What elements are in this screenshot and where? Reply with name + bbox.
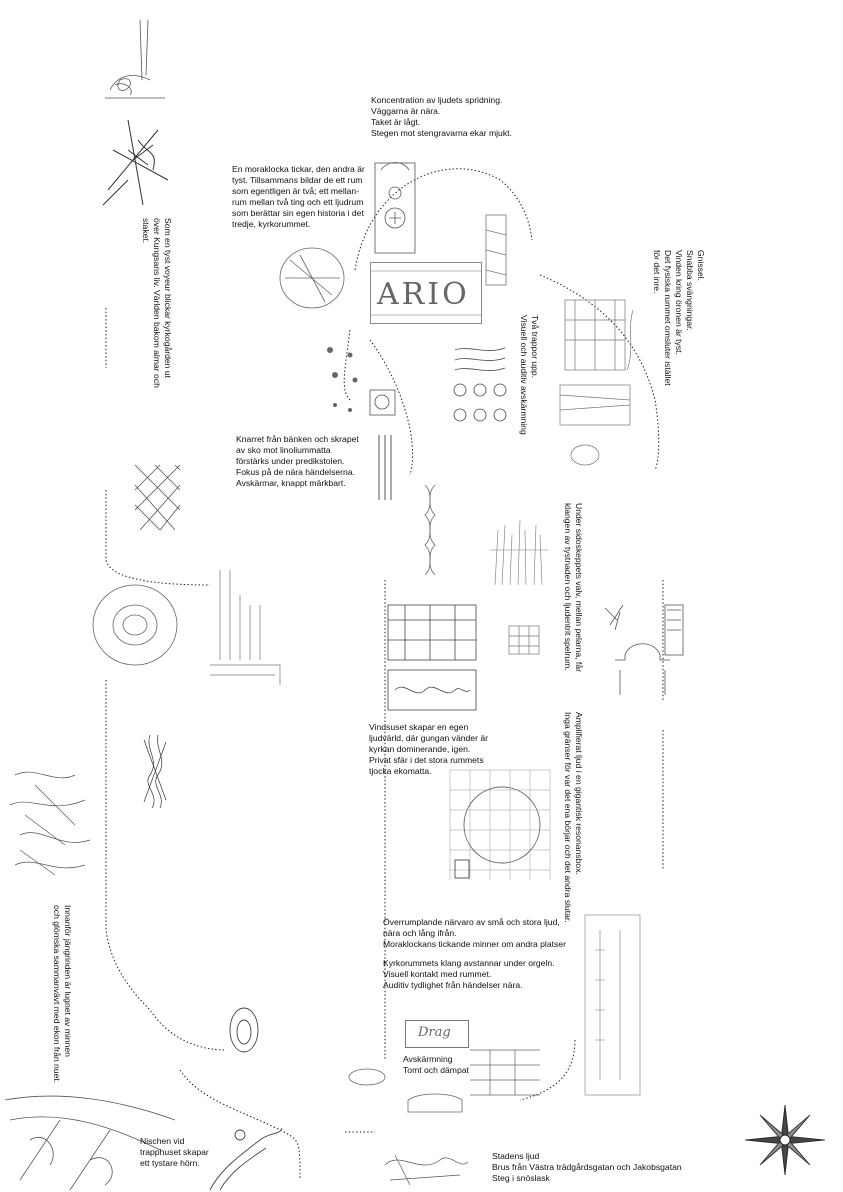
vnote-gnissel: Gnissel. Snabba svängningar. Vinden kring öronen är tyst. Det fysiska rummet omsluter istället för det inre. <box>652 250 706 386</box>
note-moraklocka: En moraklocka tickar, den andra är tyst. Tillsammans bildar de ett rum som egentligen är två; ett mellan- rum mellan två ting och ett ljudrum som berättar sin egen historia i det tredje, kyrkorummet. <box>232 164 365 229</box>
snow-sketch <box>380 1140 470 1190</box>
vnote-someny: Som en tyst voyeur blickar kyrkogården ut över Kungsans liv. Världen bakom almar och staket. <box>141 218 173 388</box>
round-window-sketch <box>270 240 360 320</box>
bench-sketch <box>405 1090 465 1120</box>
concentric-circle-sketch <box>85 580 185 670</box>
vnote-tvatrappor: Två trappor upp. Visuell och auditiv avskärmning <box>519 315 540 435</box>
lattice-sketch <box>130 460 185 535</box>
rings-pattern-sketch <box>445 340 525 430</box>
vnote-amplifierat: Amplifierat ljud i en gigantisk resonansbox. Inga gränser för var det ena börjar och det andra slutar. <box>563 712 584 923</box>
compass-rose-icon <box>735 1095 835 1185</box>
window-bars-sketch <box>465 1045 545 1100</box>
arch-vault-sketch <box>595 600 705 710</box>
ornament-pattern-sketch <box>315 335 405 425</box>
note-nischen: Nischen vid trapphuset skapar ett tystare hörn. <box>140 1136 209 1168</box>
tree-root-sketch <box>100 20 170 100</box>
grid-tile-sketch <box>505 620 545 660</box>
column-sketch <box>480 210 520 290</box>
vnote-innanfor: Innanför jängrinden är lugnet av minnen och glömska sammanvävt med ekon från nuet. <box>52 905 73 1084</box>
sign-sketch <box>405 1020 469 1048</box>
organ-detail-sketch <box>580 910 645 1100</box>
tangled-branches-sketch <box>98 110 178 210</box>
grass-sketch <box>490 510 550 590</box>
stone-letters-text: ARIO <box>377 277 470 312</box>
note-avskarmning: Avskärmning Tomt och dämpat <box>403 1054 469 1075</box>
gravestone-sketch <box>205 565 285 690</box>
vnote-sidoskeppets: Under sidoskeppets valv, mellan pelarna, får klangen av tystnaden och ljudentrit spelrum. <box>563 503 584 672</box>
stair-rail-sketch <box>200 1120 290 1192</box>
twisted-rope-sketch <box>420 480 445 580</box>
organ-pipes-sketch <box>555 290 645 480</box>
note-knarret: Knarret från bänken och skrapet av sko mot linoliummatta förstärks under predikstolen. Fokus på de nära händelserna. Avskärmar, knappt märkbart. <box>236 434 359 488</box>
sign-text: Drag <box>418 1025 451 1040</box>
hedge-sketch <box>130 730 180 810</box>
stone-letters-sketch <box>370 262 482 324</box>
note-overrumplande: Överrumplande närvaro av små och stora ljud, nära och lång ifrån. Moraklockans tickande minner om andra platser <box>383 917 566 949</box>
note-concentration: Koncentration av ljudets spridning. Väggarna är nära. Taket är lågt. Stegen mot stengravarna ekar mjukt. <box>371 95 512 138</box>
foliage-sketch <box>5 755 95 885</box>
grid-circle-sketch <box>440 760 560 890</box>
stone-sketch <box>345 1065 390 1090</box>
door-handle-sketch <box>220 1000 270 1060</box>
clock-face-sketch <box>363 158 433 258</box>
note-kyrkorummets: Kyrkorummets klang avstannar under orgeln. Visuell kontakt med rummet. Auditiv tydlighet från händelser nära. <box>383 958 555 990</box>
note-vindsuset: Vindsuset skapar en egen ljudvärld, där gungan vänder är kyrkan dominerande, igen. Privat sfär i det stora rummets tjocka ekomatta. <box>369 722 488 776</box>
pulpit-post-sketch <box>375 430 395 505</box>
note-stadens: Stadens ljud Brus från Västra trädgårdsgatan och Jakobsgatan Steg i snöslask <box>492 1151 682 1183</box>
carved-panel-sketch <box>385 600 480 720</box>
